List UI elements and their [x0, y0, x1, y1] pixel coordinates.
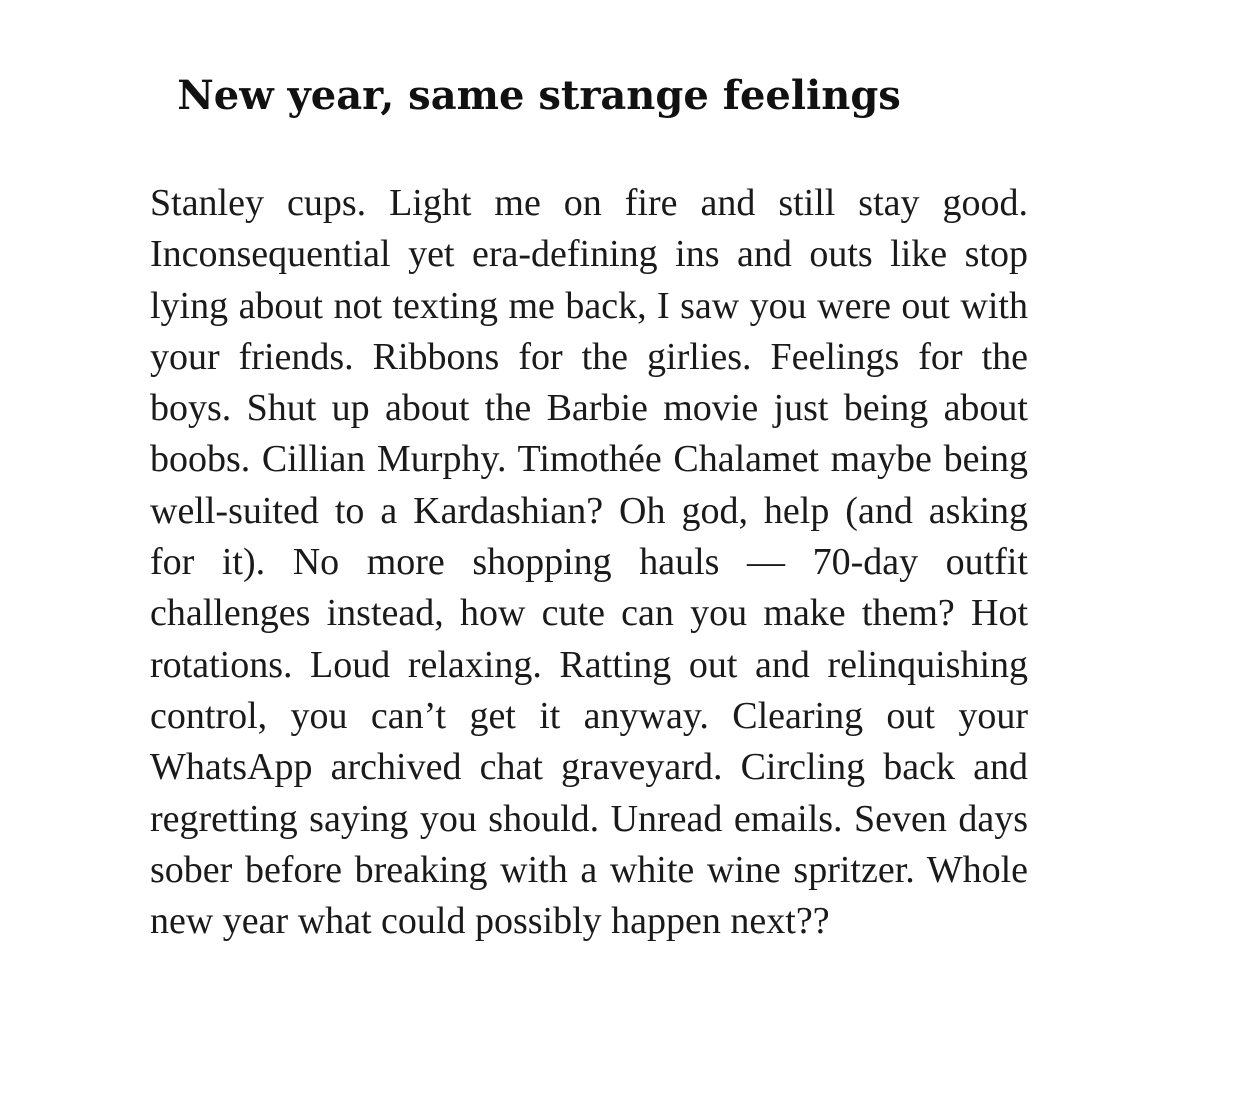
article-title-text: New year, same strange feelings: [177, 72, 901, 119]
article-body: Stanley cups. Light me on fire and still stay good. Inconsequential yet era-defining ins and outs like stop lying about not texting me back, I saw you were out with your friends. Ribbons for the girlies. Feelings for the boys. Shut up about the Barbie movie just being about boobs. Cillian Murphy. Timothée Chalamet maybe being well-suited to a Kardashian? Oh god, help (and asking for it). No more shopping hauls — 70-day outfit challenges instead, how cute can you make them? Hot rotations. Loud relaxing. Ratting out and relinquishing control, you can’t get it anyway. Clearing out your WhatsApp archived chat graveyard. Circling back and regretting saying you should. Unread emails. Seven days sober before breaking with a white wine spritzer. Whole new year what could possibly happen next??: [150, 182, 1028, 943]
article-title: [150, 70, 1028, 122]
